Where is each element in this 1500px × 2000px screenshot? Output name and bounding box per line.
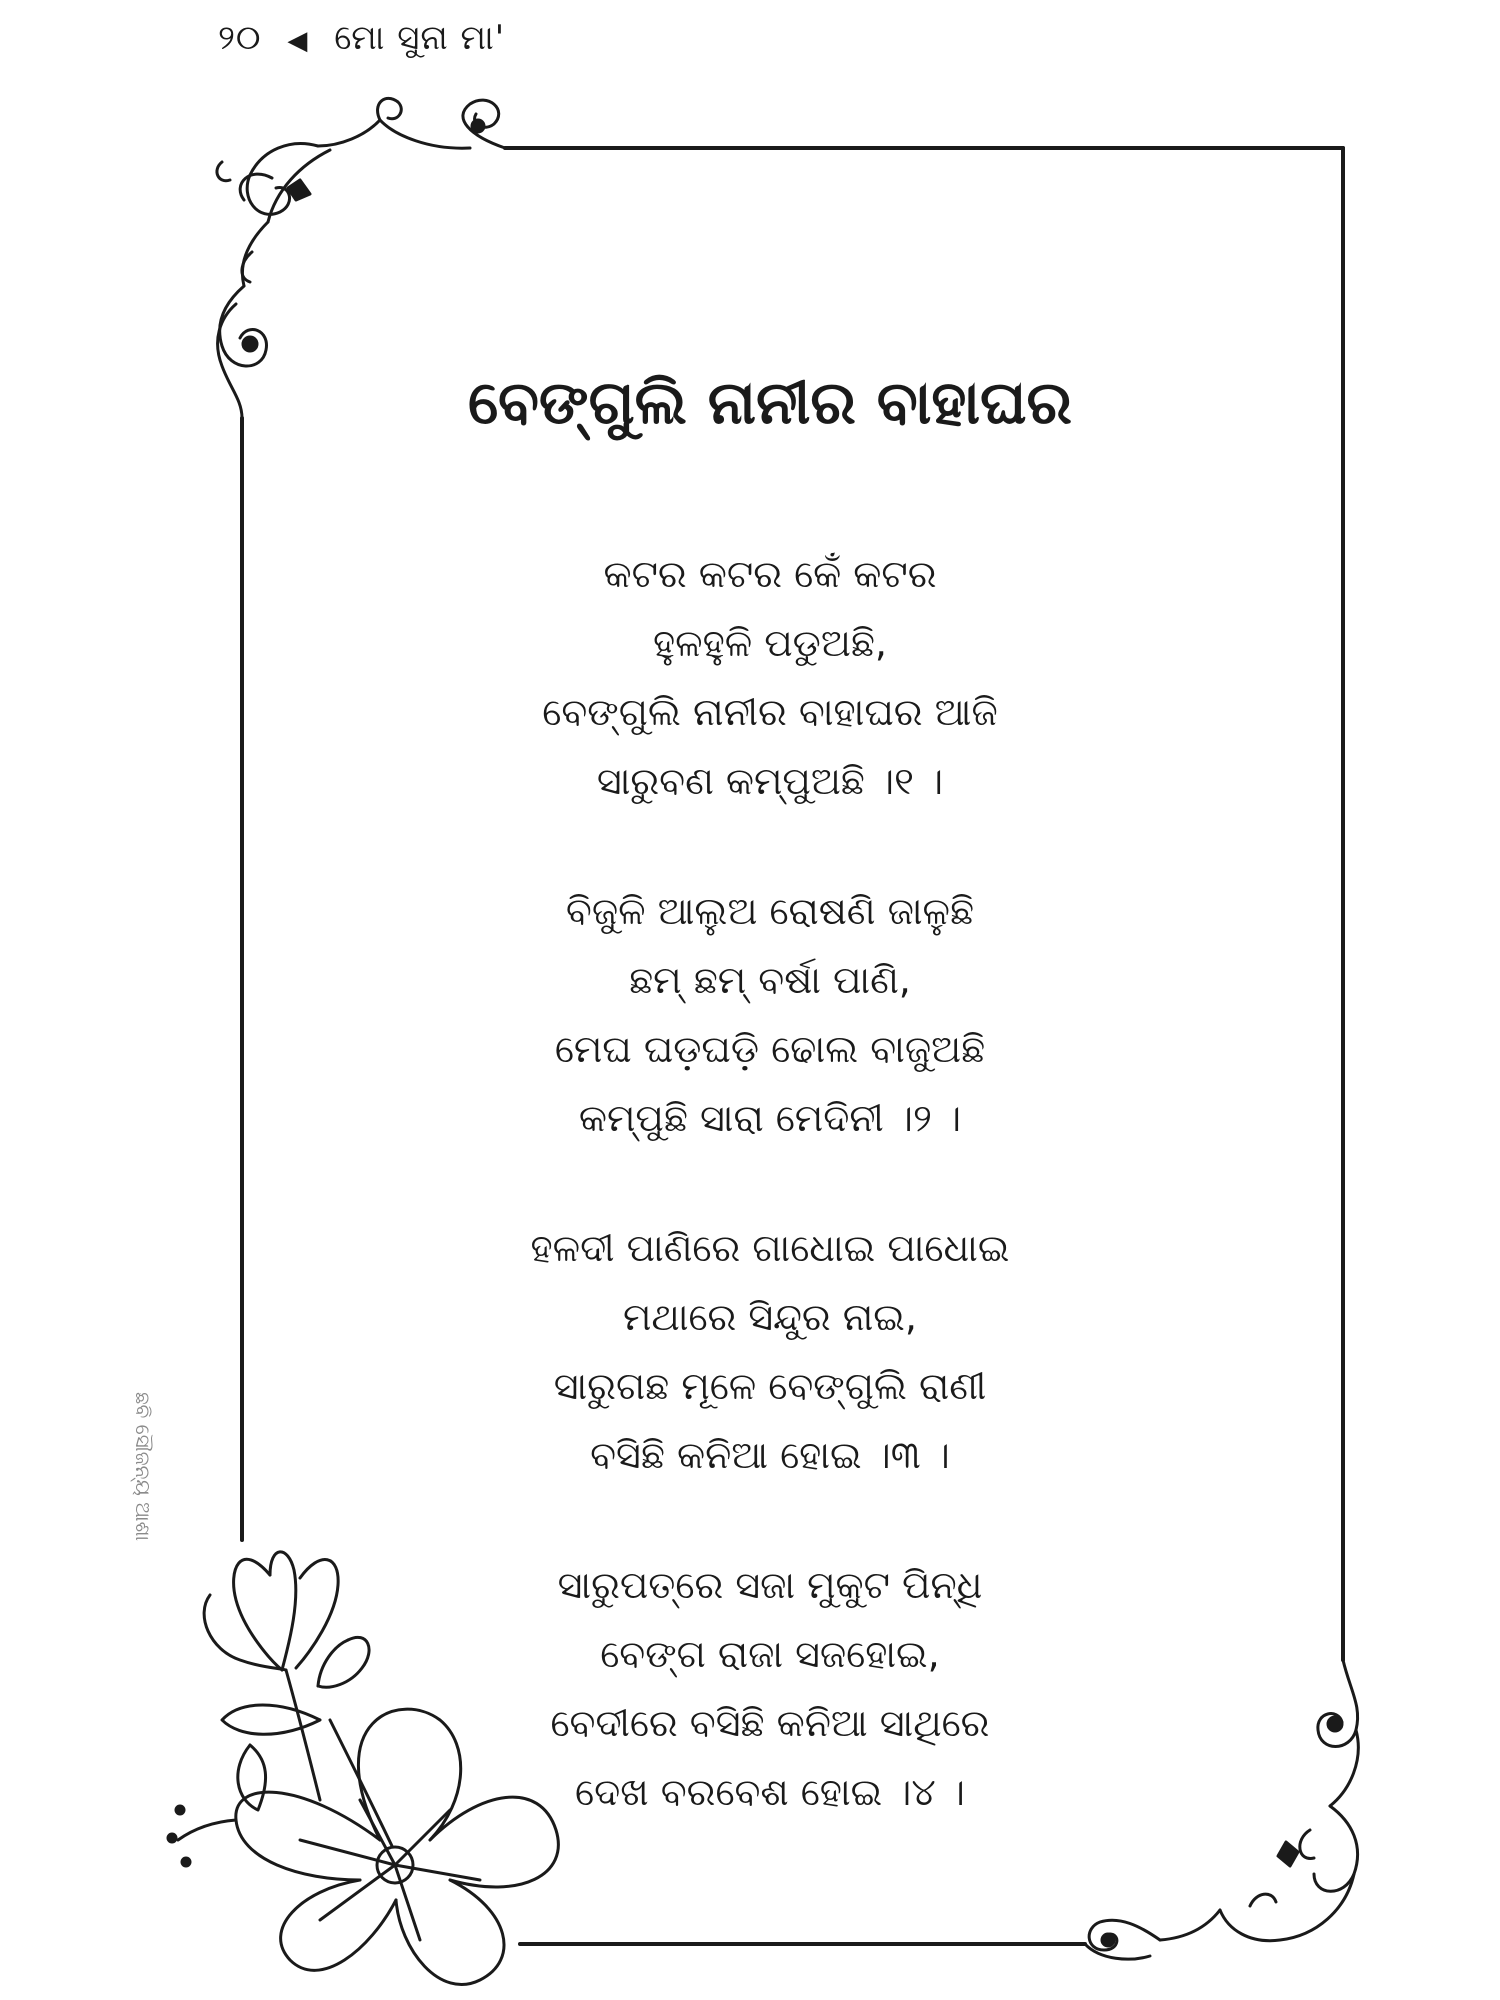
poem-line: କଟର କଟର କେଁ କଟର <box>603 552 937 596</box>
poem-body <box>240 540 1300 1888</box>
poem-line: ବେଙ୍ଗ ରାଜା ସଜହୋଇ, <box>600 1632 940 1676</box>
poem-line: ହଳଦୀ ପାଣିରେ ଗାଧୋଇ ପାଧୋଇ <box>530 1226 1010 1270</box>
book-title: ମୋ ସୁନା ମା' <box>334 18 506 58</box>
poem-line: ମଥାରେ ସିନ୍ଦୁର ନାଇ, <box>623 1295 917 1339</box>
poem-line: ମେଘ ଘଡ଼ଘଡ଼ି ଢୋଲ ବାଜୁଅଛି <box>554 1027 986 1071</box>
poem-line: ବେଙ୍ଗୁଲି ନାନୀର ବାହାଘର ଆଜି <box>542 690 998 734</box>
poem-line: ସାରୁଗଛ ମୂଳେ ବେଙ୍ଗୁଲି ରାଣୀ <box>553 1364 987 1408</box>
poem-line: ସାରୁବଣ କମ୍ପୁଅଛି ।୧ । <box>596 759 944 803</box>
stanza-1 <box>240 540 1300 816</box>
poem-line: ଛମ୍ ଛମ୍ ବର୍ଷା ପାଣି, <box>629 958 911 1002</box>
poem-line: ବେଦୀରେ ବସିଛି କନିଆ ସାଥିରେ <box>550 1701 990 1745</box>
poem-title: ବେଙ୍ଗୁଲି ନାନୀର ବାହାଘର <box>467 368 1073 438</box>
poem-line: ବସିଛି କନିଆ ହୋଇ ।୩ । <box>590 1433 950 1477</box>
poem-line: ସାରୁପତ୍ରେ ସଜା ମୁକୁଟ ପିନ୍ଧି <box>557 1563 983 1607</box>
left-triangle-icon: ◀ <box>287 26 309 56</box>
poem-line: ବିଜୁଳି ଆଲୁଅ ରୋଷଣି ଜାଳୁଛି <box>565 889 975 933</box>
stanza-2 <box>240 877 1300 1153</box>
poem-line: ହୁଳହୁଳି ପଡୁଅଛି, <box>653 621 887 665</box>
illustration-credit: ଛବି ସୌଜନ୍ୟ ଆଶା <box>131 1392 155 1542</box>
page-number: ୨୦ <box>218 18 262 58</box>
stanza-3 <box>240 1214 1300 1490</box>
stanza-4 <box>240 1551 1300 1827</box>
poem-line: ଦେଖ ବରବେଶ ହୋଇ ।୪ । <box>575 1770 965 1814</box>
poem-line: କମ୍ପୁଛି ସାରା ମେଦିନୀ ।୨ । <box>578 1096 962 1140</box>
